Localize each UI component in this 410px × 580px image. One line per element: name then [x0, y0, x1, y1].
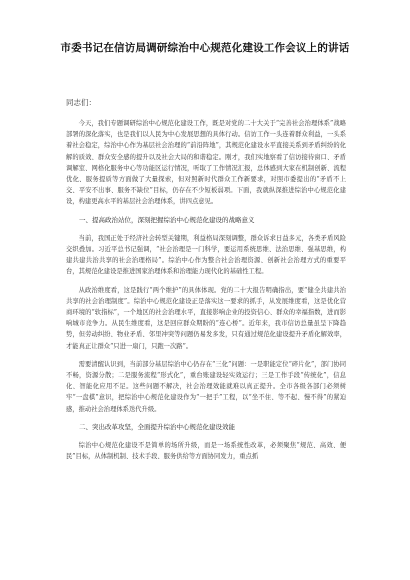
body-paragraph: 当前，我国正处于经济社会转型关键期，利益格局深刻调整，群众诉求日益多元，各类矛盾风险交织叠加。习近平总书记强调，“社会治理是一门科学，要运用系统思维、法治思维、强基思维，构建共建共治共享的社会治理格局”。综治中心作为整合社会治理资源、创新社会治理方式的重要平台，其规范化建设是推进国家治理体系和治理能力现代化的基础性工程。 [66, 234, 346, 276]
salutation: 同志们： [66, 98, 96, 107]
document-body [66, 118, 346, 469]
body-paragraph: 需要清醒认识到，当前部分基层综治中心仍存在“三化”问题：一是职能定位“碎片化”，部门协同不畅，资源分散；二是服务流程“形式化”，重台账建设轻实效运行；三是工作手段“传统化”，信息化、智能化应用不足。这些问题不解决，社会治理效能就难以真正提升。全市各级各部门必须树牢“一盘棋”意识，把综治中心规范化建设作为“一把手”工程，以“坐不住、等不起、慢不得”的紧迫感，推动社会治理体系迭代升级。 [66, 360, 346, 413]
body-paragraph: 今天，我们专题调研综治中心规范化建设工作，既是对党的二十大关于“完善社会治理体系”战略部署的深化落实，也是我们以人民为中心发展思想的具体行动。信访工作一头连着群众利益，一头系着社会稳定，综治中心作为基层社会治理的“前沿阵地”，其规范化建设水平直接关系到矛盾纠纷的化解的质效、群众安全感的提升以及社会大局的和谐稳定。刚才，我们实地察看了信访接待窗口、矛盾调解室、网格化服务中心等功能区运行情况，听取了工作情况汇报，总体感到大家在机制创新、流程优化、服务提质等方面做了大量探索，但对照新时代群众工作新要求，对照市委提出的“矛盾不上交、平安不出事、服务不缺位”目标，仍存在不少短板弱项。下面，我就纵深推进综治中心规范化建设，构建更高水平的基层社会治理体系，讲四点意见。 [66, 120, 346, 206]
section-heading: 二、突出改革攻坚，全面提升综治中心规范化建设效能 [79, 422, 235, 431]
body-paragraph: 从政治维度看，这是践行“两个维护”的具体体现。党的二十大报告明确指出，要“健全共建共治共享的社会治理制度”。综治中心规范化建设正是落实这一要求的抓手，从发展维度看，这是优化营商环境的“软指标”，一个地区的社会治理水平，直接影响企业的投资信心、群众的幸福指数，进而影响城市竞争力。从民生维度看，这是回应群众期盼的“连心桥”。近年来，我市信访总量虽呈下降趋势，但劳动纠纷、物业矛盾、邻里冲突等问题仍易发多发，只有通过规范化建设提升矛盾化解效率，才能真正让群众“只进一扇门，只跑一次路”。 [66, 286, 346, 350]
body-paragraph: 综治中心规范化建设不是简单的场所升级，而是一场系统性改革，必须聚焦“规范、高效、便民”目标，从体制机制、技术手段、服务供给等方面协同发力，重点抓 [66, 442, 346, 461]
section-heading: 一、提高政治站位，深刻把握综治中心规范化建设的战略意义 [79, 215, 255, 224]
document-title: 市委书记在信访局调研综治中心规范化建设工作会议上的讲话 [60, 42, 350, 54]
